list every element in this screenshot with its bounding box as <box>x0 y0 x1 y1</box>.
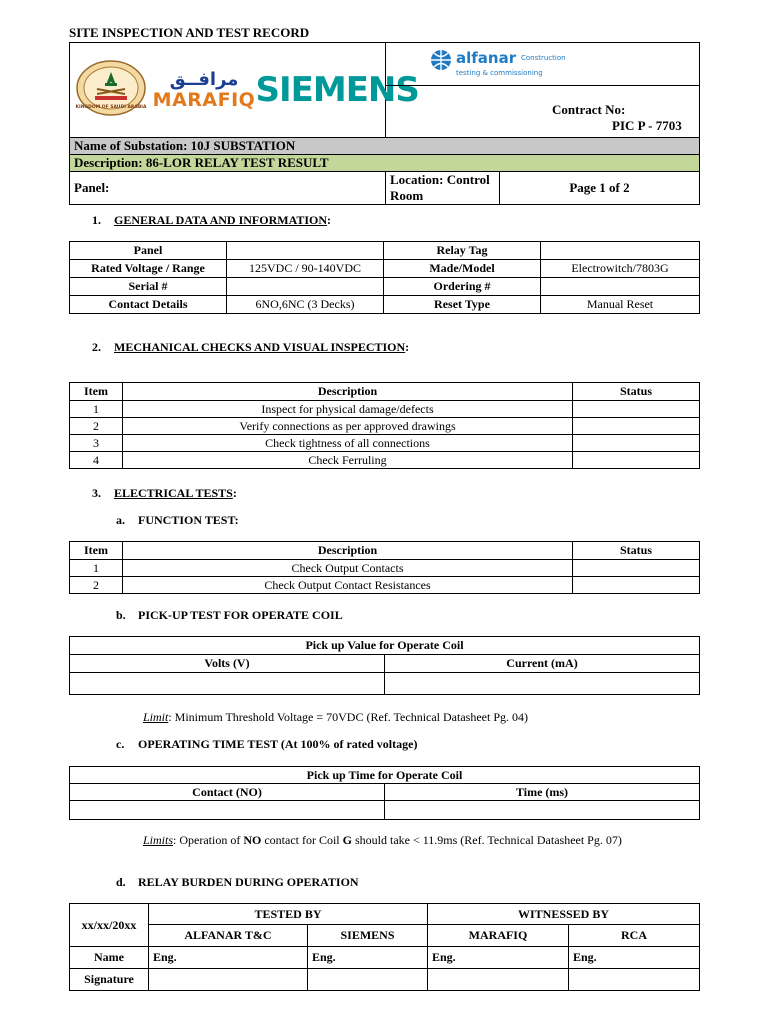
item-description: Check tightness of all connections <box>123 435 573 452</box>
general-label: Rated Voltage / Range <box>70 260 227 278</box>
general-data-table <box>69 241 700 314</box>
status-cell[interactable] <box>573 418 700 435</box>
header-table <box>69 42 700 205</box>
org-rca: RCA <box>569 925 700 947</box>
section-1-number: 1. <box>92 213 101 227</box>
section-3-colon: : <box>232 486 237 500</box>
section-2-heading <box>92 340 409 355</box>
status-cell[interactable] <box>573 435 700 452</box>
table-row <box>70 418 700 435</box>
marafiq-logo <box>153 43 256 138</box>
section-3-title: ELECTRICAL TESTS <box>114 486 233 500</box>
column-header: Item <box>70 542 123 560</box>
limit-contact-type: NO <box>243 833 262 847</box>
witnessed-by-header: WITNESSED BY <box>428 904 700 925</box>
marafiq-latin-text: MARAFIQ <box>152 89 256 111</box>
status-cell[interactable] <box>573 401 700 418</box>
section-3c-title: OPERATING TIME TEST (At 100% of rated voltage) <box>138 737 418 751</box>
org-siemens: SIEMENS <box>308 925 428 947</box>
column-header: Contact (NO) <box>70 784 385 801</box>
function-test-table <box>69 541 700 594</box>
signature-field-marafiq[interactable] <box>428 969 569 991</box>
section-3a-number: a. <box>116 513 125 527</box>
name-field-rca[interactable]: Eng. <box>569 947 700 969</box>
operating-time-table <box>69 766 700 820</box>
section-2-colon: : <box>405 340 410 354</box>
substation-row: Name of Substation: 10J SUBSTATION <box>70 138 700 155</box>
item-number: 2 <box>70 418 123 435</box>
general-label: Reset Type <box>384 296 541 314</box>
signature-field-rca[interactable] <box>569 969 700 991</box>
section-3d-heading <box>116 875 359 890</box>
general-value[interactable]: Manual Reset <box>541 296 700 314</box>
signature-field-siemens[interactable] <box>308 969 428 991</box>
panel-cell: Panel: <box>70 172 386 205</box>
limit-text: : Operation of <box>173 833 244 847</box>
section-1-title: GENERAL DATA AND INFORMATION <box>114 213 328 227</box>
status-cell[interactable] <box>573 560 700 577</box>
volts-input-cell[interactable] <box>70 673 385 695</box>
item-description: Check Output Contact Resistances <box>123 577 573 594</box>
column-header: Volts (V) <box>70 655 385 673</box>
general-value[interactable] <box>227 278 384 296</box>
section-3a-title: FUNCTION TEST: <box>138 513 239 527</box>
alfanar-name: alfanar <box>456 49 517 67</box>
general-label: Made/Model <box>384 260 541 278</box>
mechanical-checks-table <box>69 382 700 469</box>
page-number-cell: Page 1 of 2 <box>500 172 700 205</box>
name-field-marafiq[interactable]: Eng. <box>428 947 569 969</box>
section-3c-heading <box>116 737 417 752</box>
org-marafiq: MARAFIQ <box>428 925 569 947</box>
section-3a-heading <box>116 513 239 528</box>
general-value[interactable] <box>541 242 700 260</box>
section-3c-number: c. <box>116 737 125 751</box>
pickup-limit-note <box>143 710 528 725</box>
general-value[interactable]: 6NO,6NC (3 Decks) <box>227 296 384 314</box>
section-1-colon: : <box>327 213 332 227</box>
name-field-siemens[interactable]: Eng. <box>308 947 428 969</box>
general-value[interactable] <box>227 242 384 260</box>
siemens-wordmark: SIEMENS <box>255 70 419 110</box>
general-label: Serial # <box>70 278 227 296</box>
section-3d-title: RELAY BURDEN DURING OPERATION <box>138 875 359 889</box>
ksa-emblem-caption: KINGDOM OF SAUDI ARABIA <box>75 105 147 110</box>
table-row <box>70 452 700 469</box>
contact-input-cell[interactable] <box>70 801 385 820</box>
section-3b-heading <box>116 608 343 623</box>
name-field-alfanar[interactable]: Eng. <box>149 947 308 969</box>
column-header: Item <box>70 383 123 401</box>
general-label: Panel <box>70 242 227 260</box>
operating-time-limit-note <box>143 833 622 848</box>
table-row <box>70 577 700 594</box>
contract-value: PIC P - 7703 <box>612 118 682 133</box>
signoff-table <box>69 903 700 991</box>
ksa-emblem-cell <box>70 43 153 138</box>
limits-label: Limits <box>143 833 174 847</box>
column-header: Status <box>573 542 700 560</box>
item-number: 2 <box>70 577 123 594</box>
signature-field-alfanar[interactable] <box>149 969 308 991</box>
current-input-cell[interactable] <box>385 673 700 695</box>
limit-label: Limit <box>143 710 169 724</box>
section-2-title: MECHANICAL CHECKS AND VISUAL INSPECTION <box>114 340 406 354</box>
item-description: Check Output Contacts <box>123 560 573 577</box>
limit-text: contact for Coil <box>261 833 343 847</box>
pickup-value-title: Pick up Value for Operate Coil <box>70 637 700 655</box>
general-value[interactable] <box>541 278 700 296</box>
column-header: Status <box>573 383 700 401</box>
name-label: Name <box>70 947 149 969</box>
section-3b-title: PICK-UP TEST FOR OPERATE COIL <box>138 608 343 622</box>
status-cell[interactable] <box>573 452 700 469</box>
signature-label: Signature <box>70 969 149 991</box>
section-3-heading <box>92 486 237 501</box>
column-header: Description <box>123 542 573 560</box>
description-row: Description: 86-LOR RELAY TEST RESULT <box>70 155 700 172</box>
siemens-logo <box>255 43 419 138</box>
alfanar-logo <box>386 43 699 86</box>
general-label: Relay Tag <box>384 242 541 260</box>
date-cell[interactable]: xx/xx/20xx <box>70 904 149 947</box>
column-header: Current (mA) <box>385 655 700 673</box>
tested-by-header: TESTED BY <box>149 904 428 925</box>
org-alfanar: ALFANAR T&C <box>149 925 308 947</box>
marafiq-arabic-text: مرافــق <box>169 69 239 90</box>
item-number: 1 <box>70 401 123 418</box>
item-number: 4 <box>70 452 123 469</box>
item-number: 1 <box>70 560 123 577</box>
time-input-cell[interactable] <box>385 801 700 820</box>
item-description: Inspect for physical damage/defects <box>123 401 573 418</box>
section-1-heading <box>92 213 331 228</box>
item-description: Verify connections as per approved drawings <box>123 418 573 435</box>
general-value[interactable]: 125VDC / 90-140VDC <box>227 260 384 278</box>
column-header: Time (ms) <box>385 784 700 801</box>
general-value[interactable]: Electrowitch/7803G <box>541 260 700 278</box>
contract-cell <box>386 43 700 138</box>
alfanar-sub1: Construction <box>521 54 566 62</box>
section-2-number: 2. <box>92 340 101 354</box>
column-header: Description <box>123 383 573 401</box>
limit-text: : Minimum Threshold Voltage = 70VDC (Ref. Technical Datasheet Pg. 04) <box>168 710 528 724</box>
general-label: Ordering # <box>384 278 541 296</box>
section-3b-number: b. <box>116 608 126 622</box>
contract-label: Contract No: <box>552 102 626 117</box>
status-cell[interactable] <box>573 577 700 594</box>
table-row <box>70 435 700 452</box>
section-3-number: 3. <box>92 486 101 500</box>
document-title: SITE INSPECTION AND TEST RECORD <box>69 25 310 40</box>
alfanar-sub2: testing & commissioning <box>456 69 543 77</box>
pickup-value-table <box>69 636 700 695</box>
table-row <box>70 560 700 577</box>
location-cell: Location: Control Room <box>386 172 500 205</box>
ksa-emblem-logo <box>75 59 147 117</box>
section-3d-number: d. <box>116 875 126 889</box>
item-description: Check Ferruling <box>123 452 573 469</box>
general-label: Contact Details <box>70 296 227 314</box>
item-number: 3 <box>70 435 123 452</box>
alfanar-globe-icon <box>430 49 452 71</box>
limit-coil-name: G <box>342 833 352 847</box>
limit-text: should take < 11.9ms (Ref. Technical Datasheet Pg. 07) <box>351 833 622 847</box>
table-row <box>70 401 700 418</box>
pickup-time-title: Pick up Time for Operate Coil <box>70 767 700 784</box>
